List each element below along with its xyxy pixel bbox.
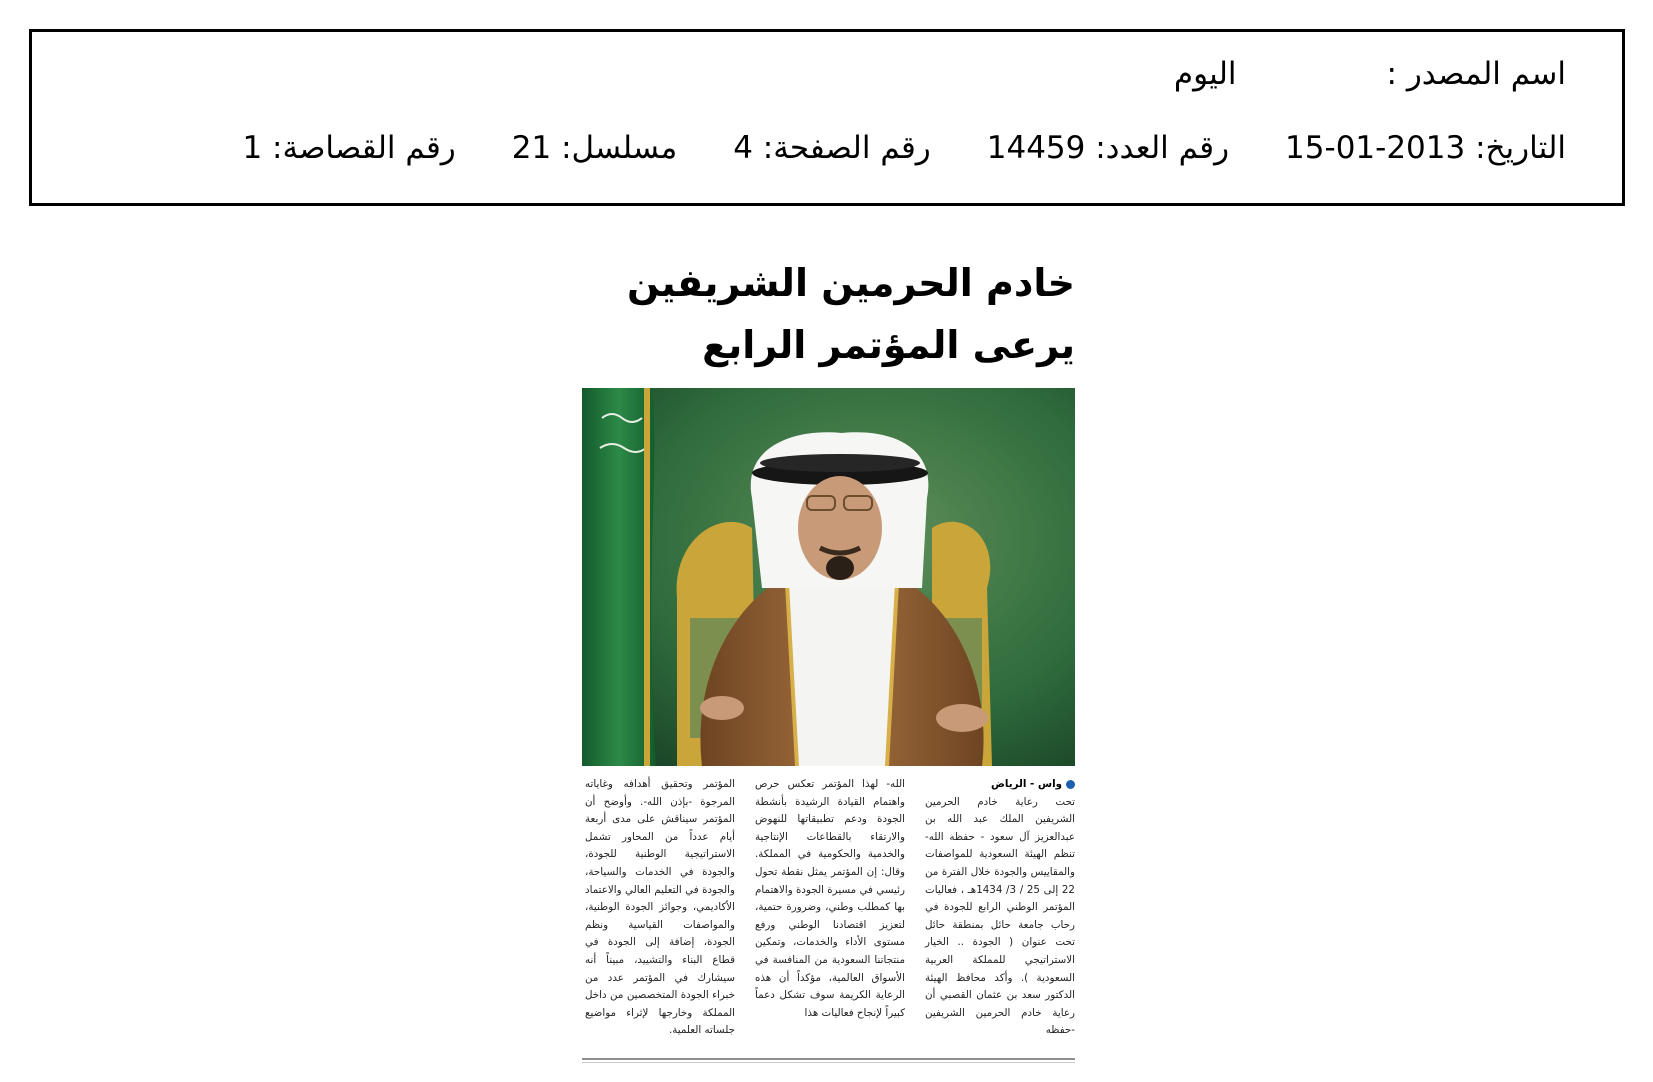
source-value: اليوم	[1173, 56, 1237, 92]
article-column-1	[925, 776, 1075, 1040]
column-1-text: تحت رعاية خادم الحرمين الشريفين الملك عبد الله بن عبدالعزيز آل سعود - حفظه الله- تنظم الهيئة السعودية للمواصفات والمقاييس والجودة خلال الفترة من 22 إلى 25 / 3/ 1434هـ ، فعاليات المؤتمر الوطني الرابع للجودة في رحاب جامعة حائل بمنطقة حائل تحت عنوان ( الجودة .. الخيار الاستراتيجي للمملكة العربية السعودية ). وأكد محافظ الهيئة الدكتور سعد بن عثمان القصبي أن رعاية خادم الحرمين الشريفين -حفظه	[925, 795, 1075, 1037]
clip-number-field: رقم القصاصة: 1	[242, 130, 456, 166]
bottom-rule-thin	[582, 1062, 1075, 1063]
date-field: التاريخ: 2013-01-15	[1285, 130, 1566, 166]
portrait-photo	[582, 388, 1075, 766]
serial-field: مسلسل: 21	[511, 130, 678, 166]
article-column-3: المؤتمر وتحقيق أهدافه وغاياته المرجوة -بإذن الله-. وأوضح أن المؤتمر سيناقش على مدى أربعة أيام عدداً من المحاور تشمل الاستراتيجية الوطنية للجودة، والجودة في الخدمات والسياحة، والجودة في التعليم العالي والاعتماد الأكاديمي، وجوائز الجودة الوطنية، والمواصفات القياسية ونظم الجودة، إضافة إلى الجودة في قطاع البناء والتشييد، مبيناً أنه سيشارك في المؤتمر عدد من خبراء الجودة المتخصصين من داخل المملكة وخارجها لإثراء مواضيع جلساته العلمية.	[585, 778, 735, 1037]
headline-line-2: يرعى المؤتمر الرابع	[702, 323, 1075, 367]
headline-line-1: خادم الحرمين الشريفين	[627, 261, 1075, 305]
bullet-dot-icon	[1066, 780, 1075, 789]
meta-line	[242, 130, 1566, 166]
page-number-field: رقم الصفحة: 4	[733, 130, 931, 166]
clipping-info-box	[29, 29, 1625, 206]
byline	[991, 778, 1075, 790]
bottom-rule	[582, 1058, 1075, 1060]
source-line	[1174, 56, 1566, 92]
article-column-2: الله- لهذا المؤتمر تعكس حرص واهتمام القيادة الرشيدة بأنشطة الجودة ودعم تطبيقاتها للنهوض والارتقاء بالقطاعات الإنتاجية والخدمية والحكومية في المملكة. وقال: إن المؤتمر يمثل نقطة تحول رئيسي في مسيرة الجودة والاهتمام بها كمطلب وطني، وضرورة حتمية، لتعزيز اقتصادنا الوطني ورفع مستوى الأداء والخدمات، وتمكين منتجاتنا السعودية من المنافسة في الأسواق العالمية، مؤكداً أن هذه الرعاية الكريمة سوف تشكل دعماً كبيراً لإنجاح فعاليات هذا	[755, 778, 905, 1019]
issue-number-field: رقم العدد: 14459	[986, 130, 1230, 166]
byline-text: واس - الرياض	[991, 778, 1062, 790]
portrait-illustration	[582, 388, 1075, 766]
source-label: اسم المصدر :	[1386, 56, 1566, 92]
newspaper-clipping	[582, 242, 1075, 1064]
